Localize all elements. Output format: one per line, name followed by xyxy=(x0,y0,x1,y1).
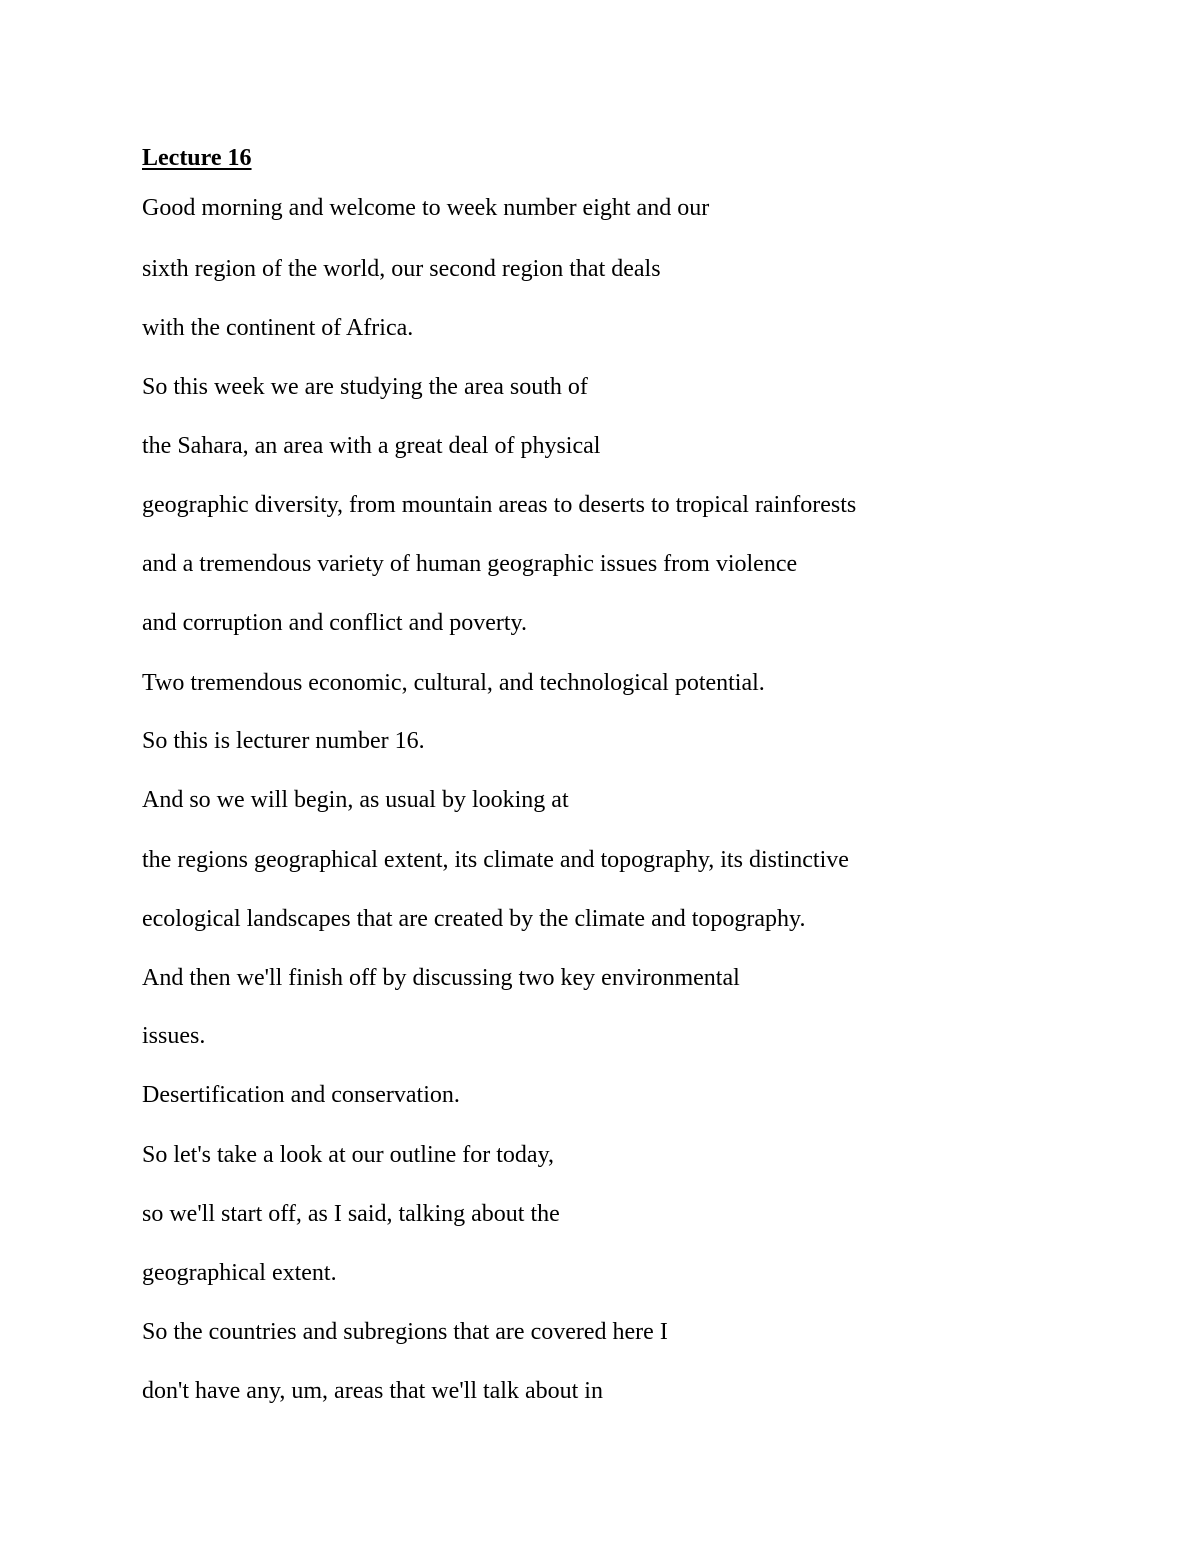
text-line: So this is lecturer number 16. xyxy=(142,728,425,754)
text-line: And then we'll finish off by discussing two key environmental xyxy=(142,965,740,991)
text-line: with the continent of Africa. xyxy=(142,315,414,341)
text-line: So let's take a look at our outline for today, xyxy=(142,1142,555,1168)
text-line: issues. xyxy=(142,1023,206,1049)
text-line: the Sahara, an area with a great deal of physical xyxy=(142,433,601,459)
text-line: And so we will begin, as usual by looking at xyxy=(142,787,569,813)
text-line: Desertification and conservation. xyxy=(142,1082,460,1108)
text-line: Good morning and welcome to week number eight and our xyxy=(142,195,710,221)
text-line: the regions geographical extent, its climate and topography, its distinctive xyxy=(142,847,849,873)
text-line: and a tremendous variety of human geographic issues from violence xyxy=(142,551,798,577)
text-line: So the countries and subregions that are covered here I xyxy=(142,1319,668,1345)
text-line: don't have any, um, areas that we'll talk about in xyxy=(142,1378,603,1404)
text-line: Two tremendous economic, cultural, and technological potential. xyxy=(142,670,765,696)
text-line: sixth region of the world, our second region that deals xyxy=(142,256,661,282)
text-line: geographic diversity, from mountain areas to deserts to tropical rainforests xyxy=(142,492,857,518)
text-line: and corruption and conflict and poverty. xyxy=(142,610,527,636)
text-line: So this week we are studying the area south of xyxy=(142,374,588,400)
lecture-title: Lecture 16 xyxy=(142,145,252,171)
text-line: so we'll start off, as I said, talking about the xyxy=(142,1201,560,1227)
text-line: ecological landscapes that are created by the climate and topography. xyxy=(142,906,806,932)
text-line: geographical extent. xyxy=(142,1260,337,1286)
